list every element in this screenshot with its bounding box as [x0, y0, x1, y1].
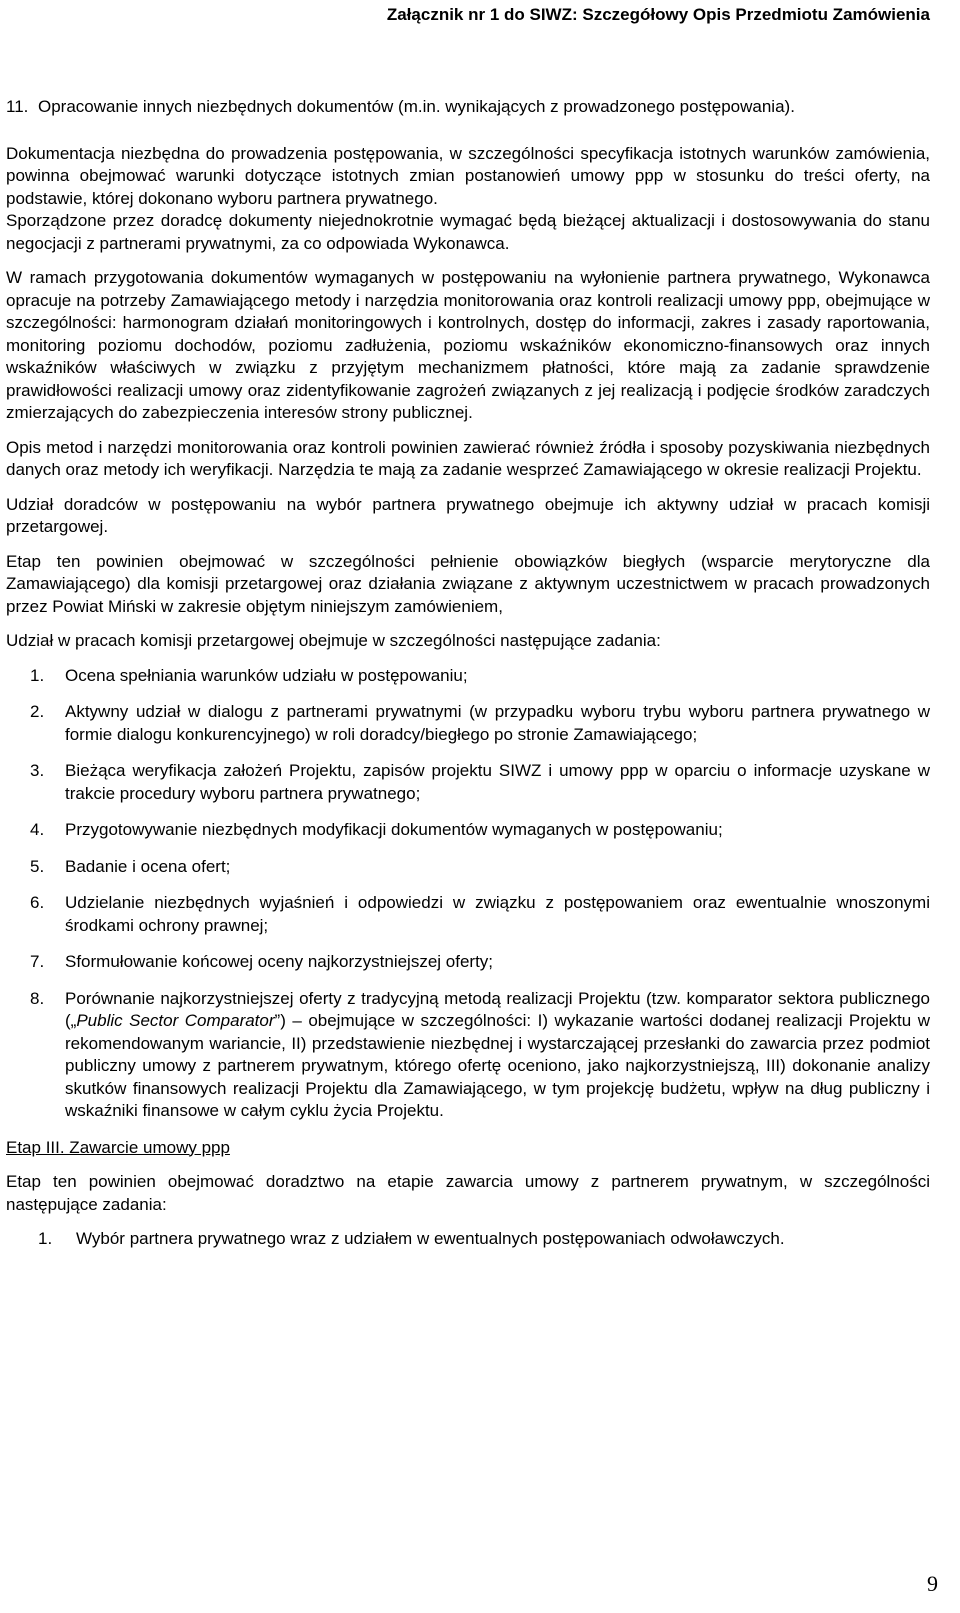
paragraph-monitoring-description: Opis metod i narzędzi monitorowania oraz kontroli powinien zawierać również źródła i sposoby pozyskiwania niezbędnych danych oraz metody ich weryfikacji. Narzędzia te mają za zadanie wesprzeć Zamawiającego w okresie realizacji Projektu.: [6, 437, 930, 479]
list-item-text: Wybór partnera prywatnego wraz z udziałem w ewentualnych postępowaniach odwoławczych.: [76, 1229, 785, 1248]
list-item-text: Sformułowanie końcowej oceny najkorzystniejszej oferty;: [65, 952, 494, 971]
task8-text-end: ”) – obejmujące w szczególności: I) wykazanie wartości dodanej realizacji Projektu w rekomendowanym wariancie, II) przedstawienie niezbędnej i wystarczającej przesłanki do zawarcia przez podmiot publiczny umowy z partnerem prywatnym, którego ofertę oceniono, jako najkorzystniejszą, III) dokonanie analizy skutków finansowych realizacji Projektu dla Zamawiającego, w tym projekcję budżetu, wpływ na dług publiczny i wskaźniki finansowe w całym cyklu życia Projektu.: [65, 1011, 930, 1120]
paragraph-updates: Sporządzone przez doradcę dokumenty niejednokrotnie wymagać będą bieżącej aktualizacji i dostosowywania do stanu negocjacji z partnerami prywatnymi, za co odpowiada Wykonawca.: [6, 211, 930, 253]
task8-text-start: Porównanie najkorzystniejszej oferty z tradycyjną metodą realizacji Projektu (tzw. komparator sektora publicznego („: [65, 988, 930, 1030]
tasks-list: [6, 665, 930, 1123]
section-11-heading: [6, 96, 930, 119]
list-item-text: [65, 988, 930, 1123]
paragraph-monitoring-tools: W ramach przygotowania dokumentów wymaganych w postępowaniu na wyłonienie partnera prywatnego, Wykonawca opracuje na potrzeby Zamawiającego metody i narzędzia monitorowania oraz kontroli realizacji umowy ppp, obejmujące w szczególności: harmonogram działań monitoringowych i kontrolnych, dostęp do informacji, zakres i zasady raportowania, monitoring poziomu dochodów, poziomu zadłużenia, poziomu wskaźników ekonomiczno-finansowych oraz innych wskaźników właściwych w związku z przyjętym mechanizmem płatności, które mają za zadanie sprawdzenie prawidłowości realizacji umowy oraz zidentyfikowanie zagrożeń związanych z jej realizacją i podjęcie środków zaradczych zmierzających do zabezpieczenia interesów strony publicznej.: [6, 268, 930, 422]
paragraph-stage-scope: Etap ten powinien obejmować w szczególności pełnienie obowiązków biegłych (wsparcie merytoryczne dla Zamawiającego) dla komisji przetargowej oraz działania związane z aktywnym uczestnictwem w pracach prowadzonych przez Powiat Miński w zakresie objętym niniejszym zamówieniem,: [6, 551, 930, 616]
paragraph-tasks-intro: Udział w pracach komisji przetargowej obejmuje w szczególności następujące zadania:: [6, 631, 661, 650]
list-item-number: 4.: [30, 820, 45, 839]
list-item: [6, 1228, 930, 1251]
list-item-number: 7.: [30, 952, 45, 971]
list-item: [6, 988, 930, 1123]
list-item-number: 1.: [30, 665, 45, 685]
task8-italic-term: Public Sector Comparator: [76, 1011, 275, 1030]
page-number: 9: [927, 1571, 938, 1596]
list-item-number: 6.: [30, 893, 45, 912]
paragraph-documentation: Dokumentacja niezbędna do prowadzenia postępowania, w szczególności specyfikacja istotnych warunków zamówienia, powinna obejmować warunki dotyczące istotnych zmian postanowień umowy ppp w stosunku do treści oferty, na podstawie, której dokonano wyboru partnera prywatnego.: [6, 143, 930, 208]
list-item: [6, 892, 930, 937]
list-item-text: Aktywny udział w dialogu z partnerami prywatnymi (w przypadku wyboru trybu wyboru partnera prywatnego w formie dialogu konkurencyjnego) w roli doradcy/biegłego po stronie Zamawiającego;: [65, 702, 930, 744]
list-item: [6, 951, 930, 974]
section-title: Opracowanie innych niezbędnych dokumentów (m.in. wynikających z prowadzonego postępowania).: [38, 97, 795, 116]
list-item-number: 3.: [30, 761, 45, 780]
list-item: [6, 819, 930, 842]
list-item: [6, 760, 930, 805]
list-item-text: Ocena spełniania warunków udziału w postępowaniu;: [65, 665, 468, 685]
list-item: [6, 665, 930, 688]
stage-3-heading: Etap III. Zawarcie umowy ppp: [6, 1137, 230, 1157]
stage-3-intro: Etap ten powinien obejmować doradztwo na etapie zawarcia umowy z partnerem prywatnym, w szczególności następujące zadania:: [6, 1172, 930, 1214]
list-item-text: Bieżąca weryfikacja założeń Projektu, zapisów projektu SIWZ i umowy ppp w oparciu o informacje uzyskane w trakcie procedury wyboru partnera prywatnego;: [65, 761, 930, 803]
stage-3-tasks-list: [6, 1228, 930, 1251]
list-item-number: 5.: [30, 856, 45, 876]
document-header: Załącznik nr 1 do SIWZ: Szczegółowy Opis Przedmiotu Zamówienia: [386, 5, 930, 24]
paragraph-advisors-participation: Udział doradców w postępowaniu na wybór partnera prywatnego obejmuje ich aktywny udział w pracach komisji przetargowej.: [6, 494, 930, 536]
list-item-text: Przygotowywanie niezbędnych modyfikacji dokumentów wymaganych w postępowaniu;: [65, 820, 723, 839]
list-item-number: 2.: [30, 702, 45, 721]
section-number: 11.: [6, 97, 29, 116]
list-item-text: Badanie i ocena ofert;: [65, 856, 231, 876]
list-item-text: Udzielanie niezbędnych wyjaśnień i odpowiedzi w związku z postępowaniem oraz ewentualnie wnoszonymi środkami ochrony prawnej;: [65, 893, 930, 935]
list-item-number: 1.: [38, 1229, 53, 1248]
list-item-number: 8.: [30, 988, 45, 1008]
list-item: [6, 856, 930, 879]
list-item: [6, 701, 930, 746]
document-body: [6, 96, 930, 1251]
